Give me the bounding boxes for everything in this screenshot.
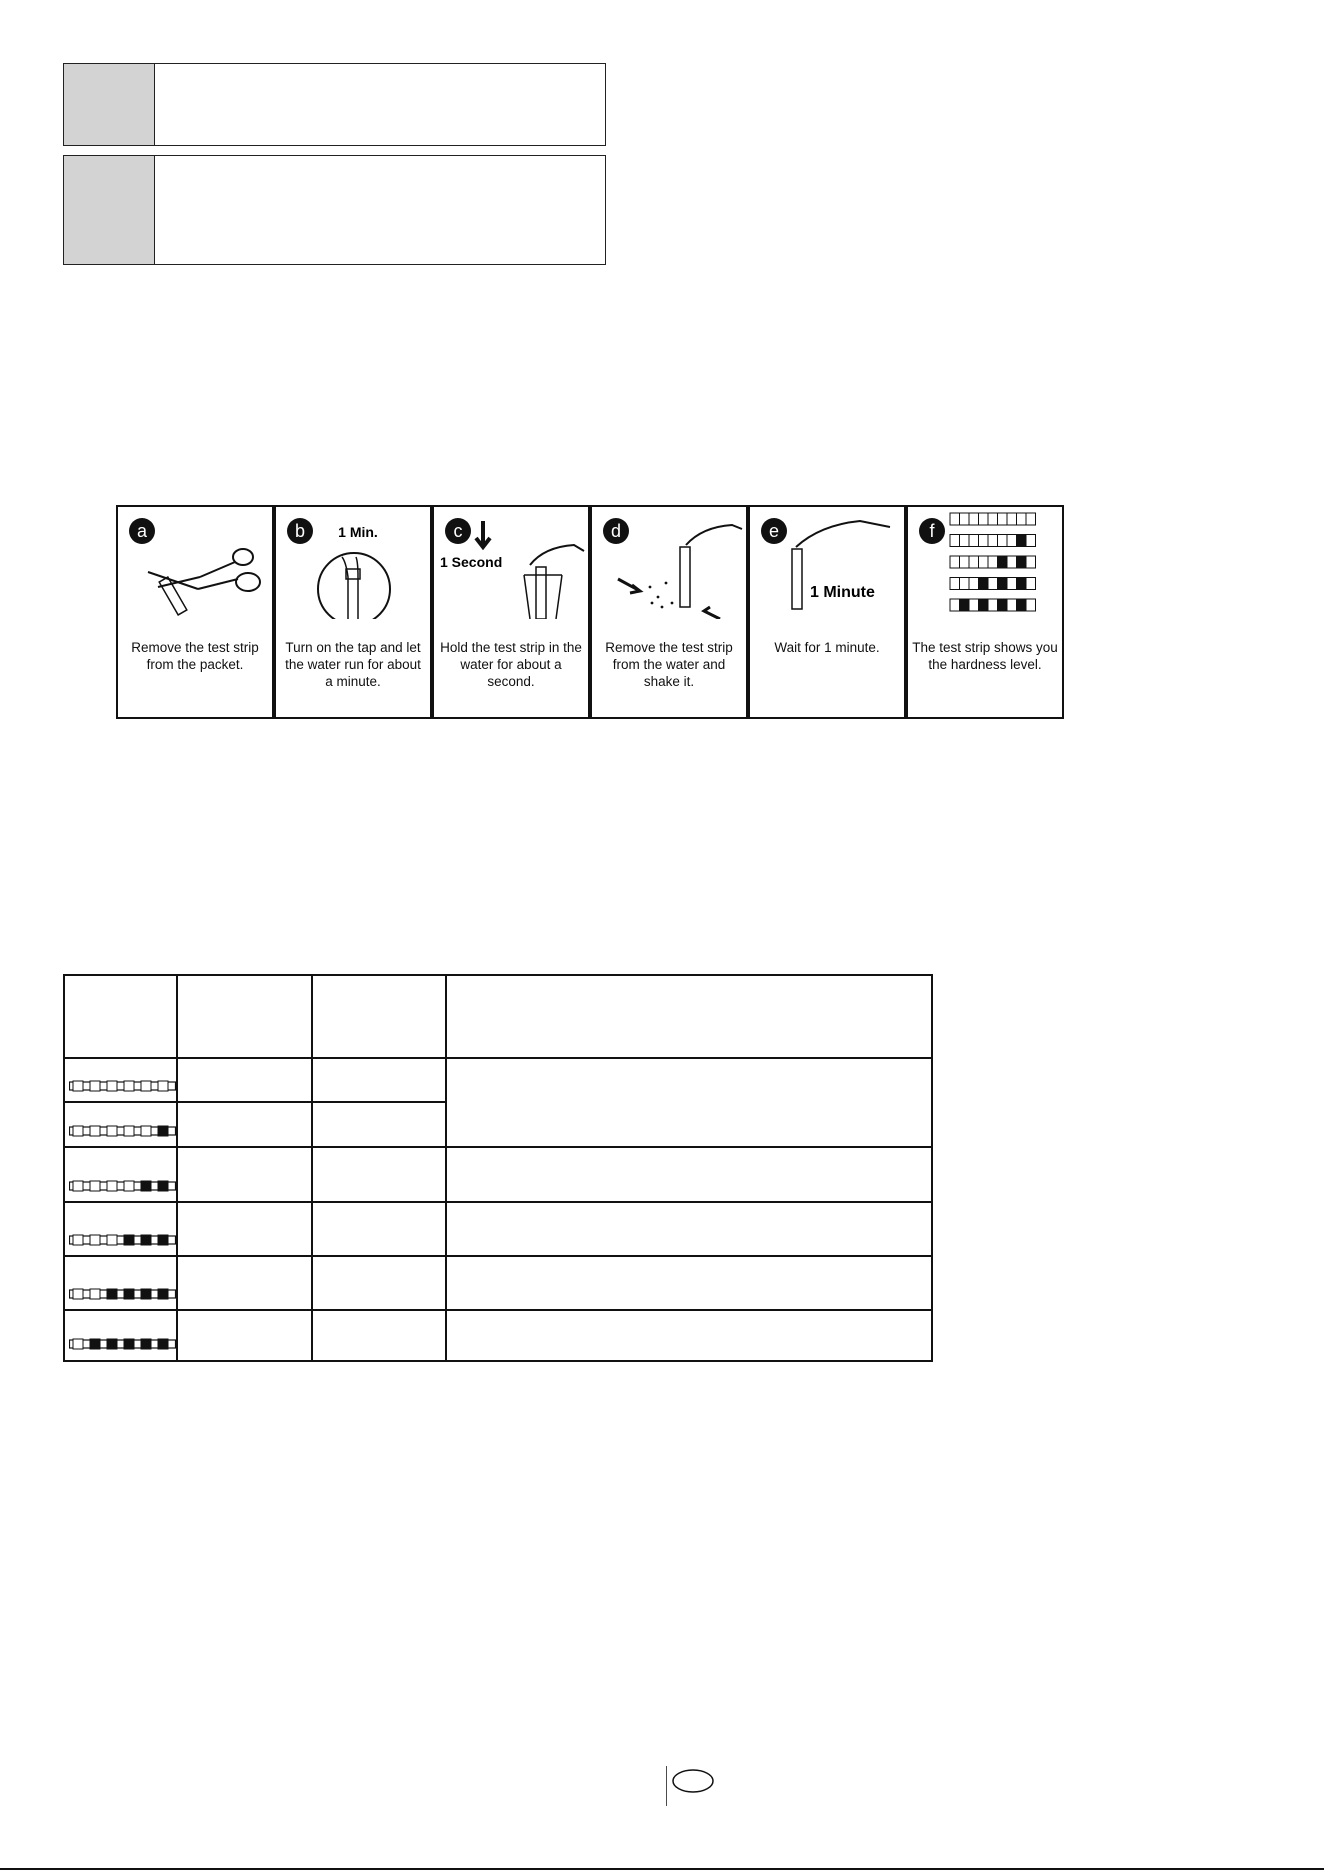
shake-icon bbox=[592, 507, 746, 619]
strip-cell bbox=[979, 513, 989, 525]
strip-cell bbox=[1017, 599, 1027, 611]
step-c-caption: Hold the test strip in the water for about a second. bbox=[440, 640, 582, 689]
strip-cell bbox=[960, 578, 970, 590]
strip-pad bbox=[158, 1235, 168, 1245]
strip-pad bbox=[107, 1289, 117, 1299]
hardness-strip-icon bbox=[69, 1179, 177, 1193]
strip-cell bbox=[1026, 556, 1036, 568]
strip-pad bbox=[141, 1081, 151, 1091]
strip-cell bbox=[960, 513, 970, 525]
strip-pad bbox=[107, 1081, 117, 1091]
strip-cell bbox=[979, 599, 989, 611]
step-letter: b bbox=[294, 521, 306, 541]
hardness-strip-icon bbox=[69, 1079, 177, 1093]
table-row-divider bbox=[65, 1309, 931, 1311]
strip-cell bbox=[1026, 513, 1036, 525]
strip-cell bbox=[1026, 535, 1036, 547]
step-b-label: 1 Min. bbox=[338, 524, 378, 540]
table-row-divider bbox=[65, 1146, 931, 1148]
strip-cell bbox=[950, 513, 960, 525]
strip-cell bbox=[1017, 556, 1027, 568]
strip-pad bbox=[90, 1126, 100, 1136]
strip-cell bbox=[998, 578, 1008, 590]
strip-pad bbox=[124, 1235, 134, 1245]
strip-pad bbox=[141, 1289, 151, 1299]
strip-cell bbox=[950, 578, 960, 590]
step-b-caption: Turn on the tap and let the water run for about a minute. bbox=[285, 640, 421, 689]
strip-cell bbox=[1017, 513, 1027, 525]
strip-pad bbox=[107, 1181, 117, 1191]
strip-pad bbox=[73, 1289, 83, 1299]
table-header-divider bbox=[65, 1057, 931, 1059]
strip-pad bbox=[90, 1339, 100, 1349]
strip-pad bbox=[73, 1126, 83, 1136]
strip-cell bbox=[960, 535, 970, 547]
strip-pad bbox=[124, 1181, 134, 1191]
step-b-panel bbox=[274, 505, 432, 719]
strip-cell bbox=[1026, 599, 1036, 611]
strip-pad bbox=[90, 1081, 100, 1091]
strip-pad bbox=[158, 1181, 168, 1191]
step-e-caption: Wait for 1 minute. bbox=[774, 640, 880, 655]
strip-pad bbox=[158, 1126, 168, 1136]
strip-pad bbox=[90, 1289, 100, 1299]
strip-pad bbox=[73, 1081, 83, 1091]
step-a-caption: Remove the test strip from the packet. bbox=[131, 640, 259, 672]
strip-cell bbox=[950, 599, 960, 611]
strip-pad bbox=[141, 1235, 151, 1245]
strip-cell bbox=[998, 556, 1008, 568]
strip-pad bbox=[124, 1081, 134, 1091]
note-box-2-sidebar bbox=[64, 156, 155, 264]
strip-cell bbox=[979, 556, 989, 568]
strip-levels-icon bbox=[908, 507, 1062, 619]
strip-cell bbox=[969, 599, 979, 611]
hardness-strip-icon bbox=[69, 1287, 177, 1301]
strip-cell bbox=[950, 535, 960, 547]
step-letter: c bbox=[453, 521, 463, 541]
glass-icon bbox=[434, 507, 588, 619]
table-col-divider bbox=[445, 976, 447, 1360]
step-e-panel bbox=[748, 505, 906, 719]
strip-pad bbox=[107, 1126, 117, 1136]
hardness-table bbox=[63, 974, 933, 1362]
strip-pad bbox=[124, 1126, 134, 1136]
hardness-strip-icon bbox=[69, 1337, 177, 1351]
hardness-strip-icon bbox=[69, 1233, 177, 1247]
table-row-divider bbox=[65, 1101, 445, 1103]
strip-pad bbox=[107, 1235, 117, 1245]
strip-cell bbox=[998, 535, 1008, 547]
strip-pad bbox=[73, 1339, 83, 1349]
strip-cell bbox=[979, 578, 989, 590]
step-letter: a bbox=[136, 521, 148, 541]
strip-cell bbox=[1007, 513, 1017, 525]
strip-cell bbox=[960, 599, 970, 611]
strip-cell bbox=[960, 556, 970, 568]
strip-pad bbox=[158, 1081, 168, 1091]
tap-icon bbox=[276, 507, 430, 619]
strip-cell bbox=[1017, 535, 1027, 547]
note-box-2 bbox=[63, 155, 606, 265]
strip-cell bbox=[950, 556, 960, 568]
strip-cell bbox=[988, 578, 998, 590]
strip-cell bbox=[988, 556, 998, 568]
strip-pad bbox=[158, 1289, 168, 1299]
strip-pad bbox=[158, 1339, 168, 1349]
note-box-1 bbox=[63, 63, 606, 146]
strip-pad bbox=[73, 1235, 83, 1245]
step-letter: e bbox=[768, 521, 780, 541]
strip-pad bbox=[141, 1339, 151, 1349]
strip-cell bbox=[969, 556, 979, 568]
note-box-1-sidebar bbox=[64, 64, 155, 145]
wait-icon bbox=[750, 507, 904, 619]
step-letter: d bbox=[610, 521, 622, 541]
strip-cell bbox=[1007, 578, 1017, 590]
step-letter: f bbox=[929, 521, 935, 541]
strip-cell bbox=[1017, 578, 1027, 590]
strip-cell bbox=[1026, 578, 1036, 590]
step-c-label: 1 Second bbox=[440, 554, 503, 570]
step-a-panel bbox=[116, 505, 274, 719]
table-col-divider bbox=[311, 976, 313, 1360]
table-col-divider bbox=[176, 976, 178, 1360]
test-strip-steps bbox=[116, 505, 1062, 719]
strip-cell bbox=[998, 513, 1008, 525]
strip-cell bbox=[969, 578, 979, 590]
step-d-panel bbox=[590, 505, 748, 719]
strip-cell bbox=[979, 535, 989, 547]
step-d-caption: Remove the test strip from the water and shake it. bbox=[605, 640, 733, 689]
strip-pad bbox=[141, 1126, 151, 1136]
strip-cell bbox=[988, 599, 998, 611]
table-row-divider bbox=[65, 1255, 931, 1257]
step-f-panel bbox=[906, 505, 1064, 719]
strip-pad bbox=[73, 1181, 83, 1191]
strip-cell bbox=[1007, 535, 1017, 547]
step-e-label: 1 Minute bbox=[810, 584, 875, 601]
strip-pad bbox=[90, 1181, 100, 1191]
strip-cell bbox=[988, 513, 998, 525]
strip-pad bbox=[124, 1339, 134, 1349]
hardness-strip-icon bbox=[69, 1124, 177, 1138]
strip-cell bbox=[988, 535, 998, 547]
strip-pad bbox=[107, 1339, 117, 1349]
strip-cell bbox=[969, 535, 979, 547]
strip-cell bbox=[1007, 556, 1017, 568]
strip-cell bbox=[998, 599, 1008, 611]
strip-cell bbox=[969, 513, 979, 525]
table-row-divider bbox=[65, 1201, 931, 1203]
strip-cell bbox=[1007, 599, 1017, 611]
page-language-badge bbox=[666, 1766, 716, 1806]
strip-pad bbox=[124, 1289, 134, 1299]
strip-pad bbox=[90, 1235, 100, 1245]
step-c-panel bbox=[432, 505, 590, 719]
step-f-caption: The test strip shows you the hardness level. bbox=[912, 640, 1058, 672]
strip-pad bbox=[141, 1181, 151, 1191]
scissors-icon bbox=[118, 507, 272, 619]
bottom-rule bbox=[0, 1868, 1324, 1870]
